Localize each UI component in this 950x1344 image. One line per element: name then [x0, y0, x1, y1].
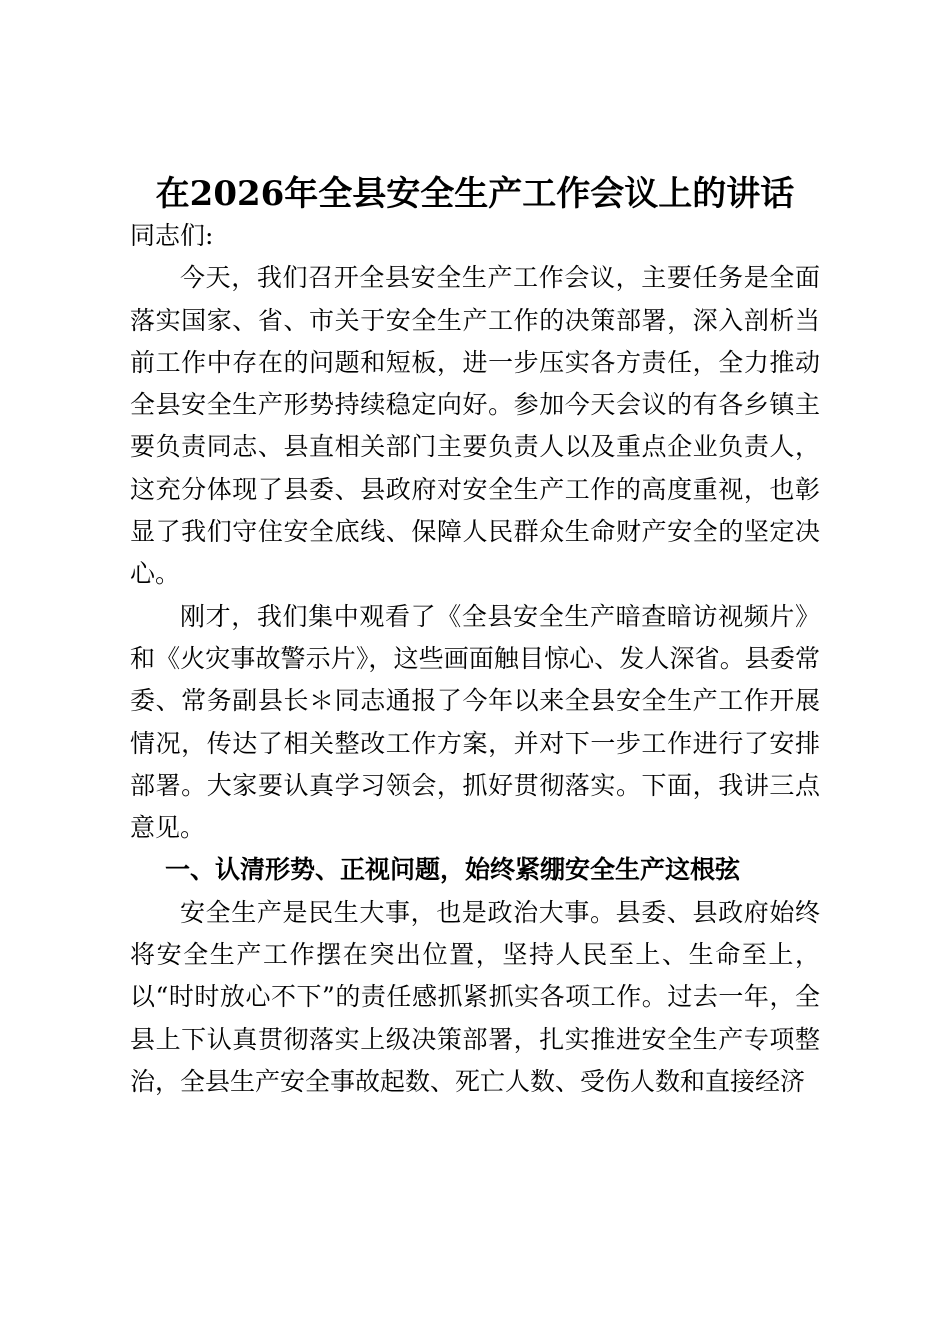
paragraph-review: 刚才，我们集中观看了《全县安全生产暗查暗访视频片》和《火灾事故警示片》，这些画面触目惊心、发人深省。县委常委、常务副县长＊同志通报了今年以来全县安全生产工作开展情况，传达了相关整改工作方案，并对下一步工作进行了安排部署。大家要认真学习领会，抓好贯彻落实。下面，我讲三点意见。: [130, 601, 820, 843]
section-heading-1: 一、认清形势、正视问题，始终紧绷安全生产这根弦: [165, 855, 741, 885]
salutation: 同志们:: [130, 221, 214, 250]
section-1-paragraph: 安全生产是民生大事，也是政治大事。县委、县政府始终将安全生产工作摆在突出位置，坚持人民至上、生命至上，以“时时放心不下”的责任感抓紧抓实各项工作。过去一年，全县上下认真贯彻落实上级决策部署，扎实推进安全生产专项整治，全县生产安全事故起数、死亡人数、受伤人数和直接经济: [130, 897, 820, 1096]
paragraph-opening: 今天，我们召开全县安全生产工作会议，主要任务是全面落实国家、省、市关于安全生产工作的决策部署，深入剖析当前工作中存在的问题和短板，进一步压实各方责任，全力推动全县安全生产形势持续稳定向好。参加今天会议的有各乡镇主要负责同志、县直相关部门主要负责人以及重点企业负责人，这充分体现了县委、县政府对安全生产工作的高度重视，也彰显了我们守住安全底线、保障人民群众生命财产安全的坚定决心。: [130, 263, 820, 589]
document-body: [130, 215, 820, 1103]
document-title: 在2026年全县安全生产工作会议上的讲话: [155, 174, 795, 214]
